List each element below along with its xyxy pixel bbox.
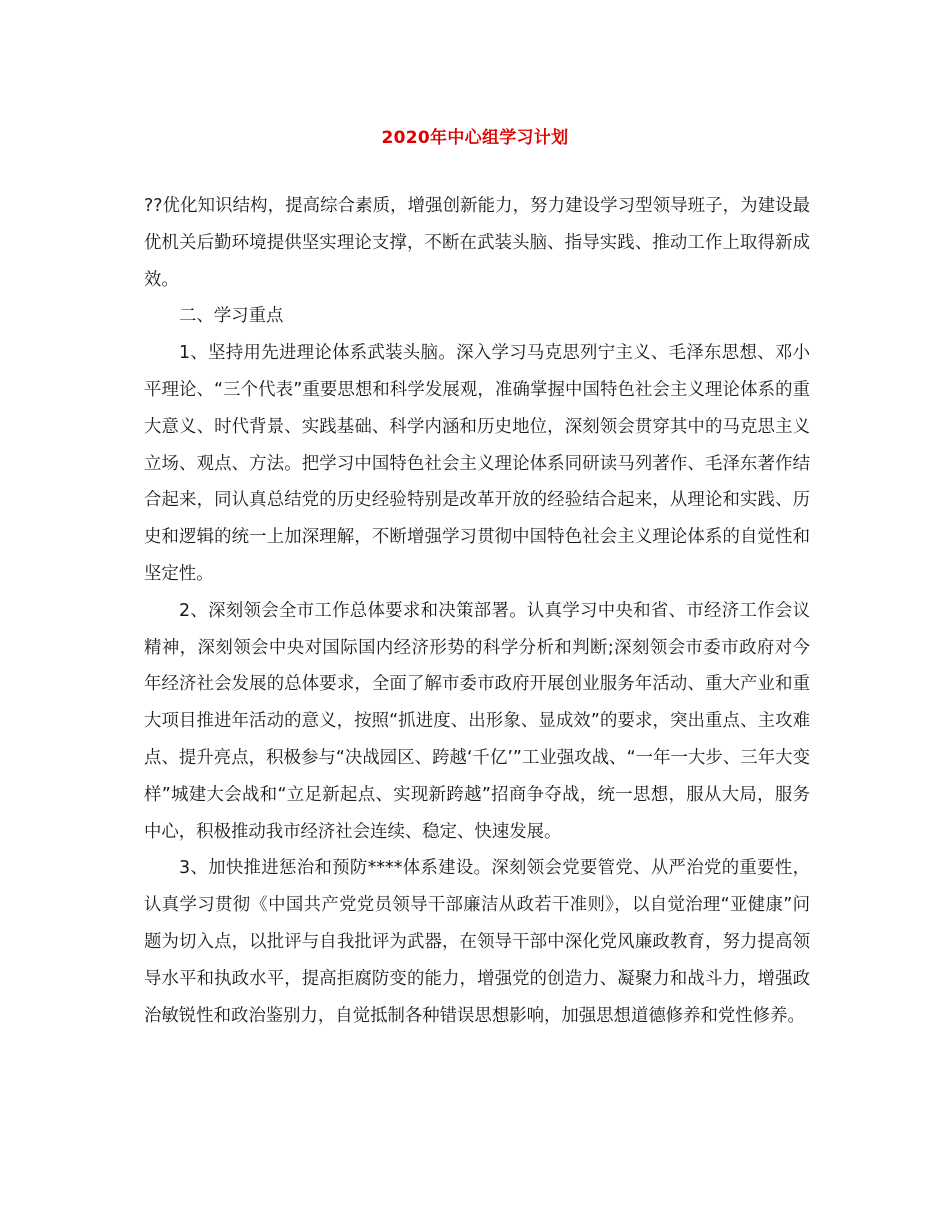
paragraph-intro: ??优化知识结构，提高综合素质，增强创新能力，努力建设学习型领导班子，为建设最优机关后勤环境提供坚实理论支撑，不断在武装头脑、指导实践、推动工作上取得新成效。 — [144, 196, 810, 290]
paragraph-point-2: 2、深刻领会全市工作总体要求和决策部署。认真学习中央和省、市经济工作会议精神，深刻领会中央对国际国内经济形势的科学分析和判断;深刻领会市委市政府对今年经济社会发展的总体要求，全面了解市委市政府开展创业服务年活动、重大产业和重大项目推进年活动的意义，按照“抓进度、出形象、显成效”的要求，突出重点、主攻难点、提升亮点，积极参与“决战园区、跨越‘千亿’”工业强攻战、“一年一大步、三年大变样”城建大会战和“立足新起点、实现新跨越”招商争夺战，统一思想，服从大局，服务中心，积极推动我市经济社会连续、稳定、快速发展。 — [144, 600, 810, 842]
paragraph-point-3: 3、加快推进惩治和预防****体系建设。深刻领会党要管党、从严治党的重要性，认真学习贯彻《中国共产党党员领导干部廉洁从政若干准则》，以自觉治理“亚健康”问题为切入点，以批评与自我批评为武器，在领导干部中深化党风廉政教育，努力提高领导水平和执政水平，提高拒腐防变的能力，增强党的创造力、凝聚力和战斗力，增强政治敏锐性和政治鉴别力，自觉抵制各种错误思想影响，加强思想道德修养和党性修养。 — [144, 858, 810, 1026]
paragraph-point-1: 1、坚持用先进理论体系武装头脑。深入学习马克思列宁主义、毛泽东思想、邓小平理论、“三个代表”重要思想和科学发展观，准确掌握中国特色社会主义理论体系的重大意义、时代背景、实践基础、科学内涵和历史地位，深刻领会贯穿其中的马克思主义立场、观点、方法。把学习中国特色社会主义理论体系同研读马列著作、毛泽东著作结合起来，同认真总结党的历史经验特别是改革开放的经验结合起来，从理论和实践、历史和逻辑的统一上加深理解，不断增强学习贯彻中国特色社会主义理论体系的自觉性和坚定性。 — [144, 343, 810, 584]
document-title: 2020年中心组学习计划 — [381, 128, 569, 148]
document-body — [144, 188, 810, 1034]
section-heading-study-focus: 二、学习重点 — [179, 306, 284, 327]
